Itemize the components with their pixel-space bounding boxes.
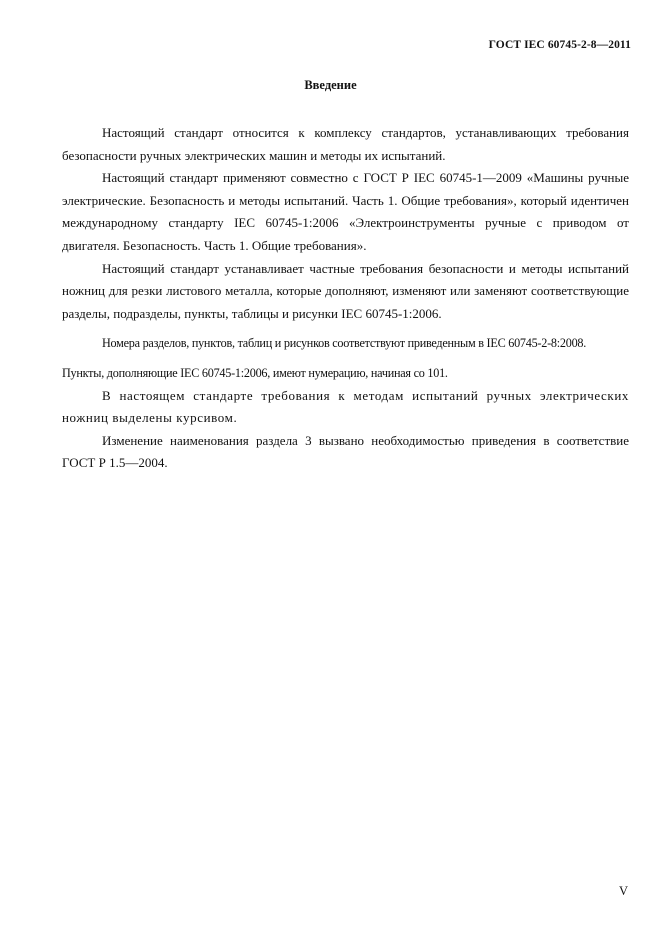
paragraph-requirements: Настоящий стандарт устанавливает частные требования безопасности и методы испытаний ножниц для резки листового металла, которые дополняют, изменяют или заменяют соответствующие разделы, подразделы, пункты, таблицы и рисунки IEC 60745-1:2006. bbox=[62, 260, 629, 321]
paragraph-section-rename: Изменение наименования раздела 3 вызвано необходимостью приведения в соответствие ГОСТ Р 1.5—2004. bbox=[62, 432, 629, 471]
paragraph-related-standard: Настоящий стандарт применяют совместно с ГОСТ Р IEC 60745-1—2009 «Машины ручные электрические. Безопасность и методы испытаний. Часть 1. Общие требования», который идентичен международному стандарту IEC 60745-1:2006 «Электроинструменты ручные с приводом от двигателя. Безопасность. Часть 1. Общие требования». bbox=[62, 170, 629, 253]
paragraph-numbering: Номера разделов, пунктов, таблиц и рисунков соответствуют приведенным в IEC 60745-2-8:2008. bbox=[102, 336, 587, 351]
paragraph-added-clauses: Пункты, дополняющие IEC 60745-1:2006, имеют нумерацию, начиная со 101. bbox=[62, 365, 448, 380]
document-body bbox=[62, 122, 629, 475]
paragraph-scope: Настоящий стандарт относится к комплексу стандартов, устанавливающих требования безопасности ручных электрических машин и методы их испытаний. bbox=[62, 125, 629, 163]
standard-code-header: ГОСТ IEC 60745-2-8—2011 bbox=[488, 39, 631, 51]
paragraph-italic-note: В настоящем стандарте требования к методам испытаний ручных электрических ножниц выделены курсивом. bbox=[62, 387, 629, 426]
page-title: Введение bbox=[304, 78, 357, 92]
page-number: V bbox=[618, 884, 628, 898]
